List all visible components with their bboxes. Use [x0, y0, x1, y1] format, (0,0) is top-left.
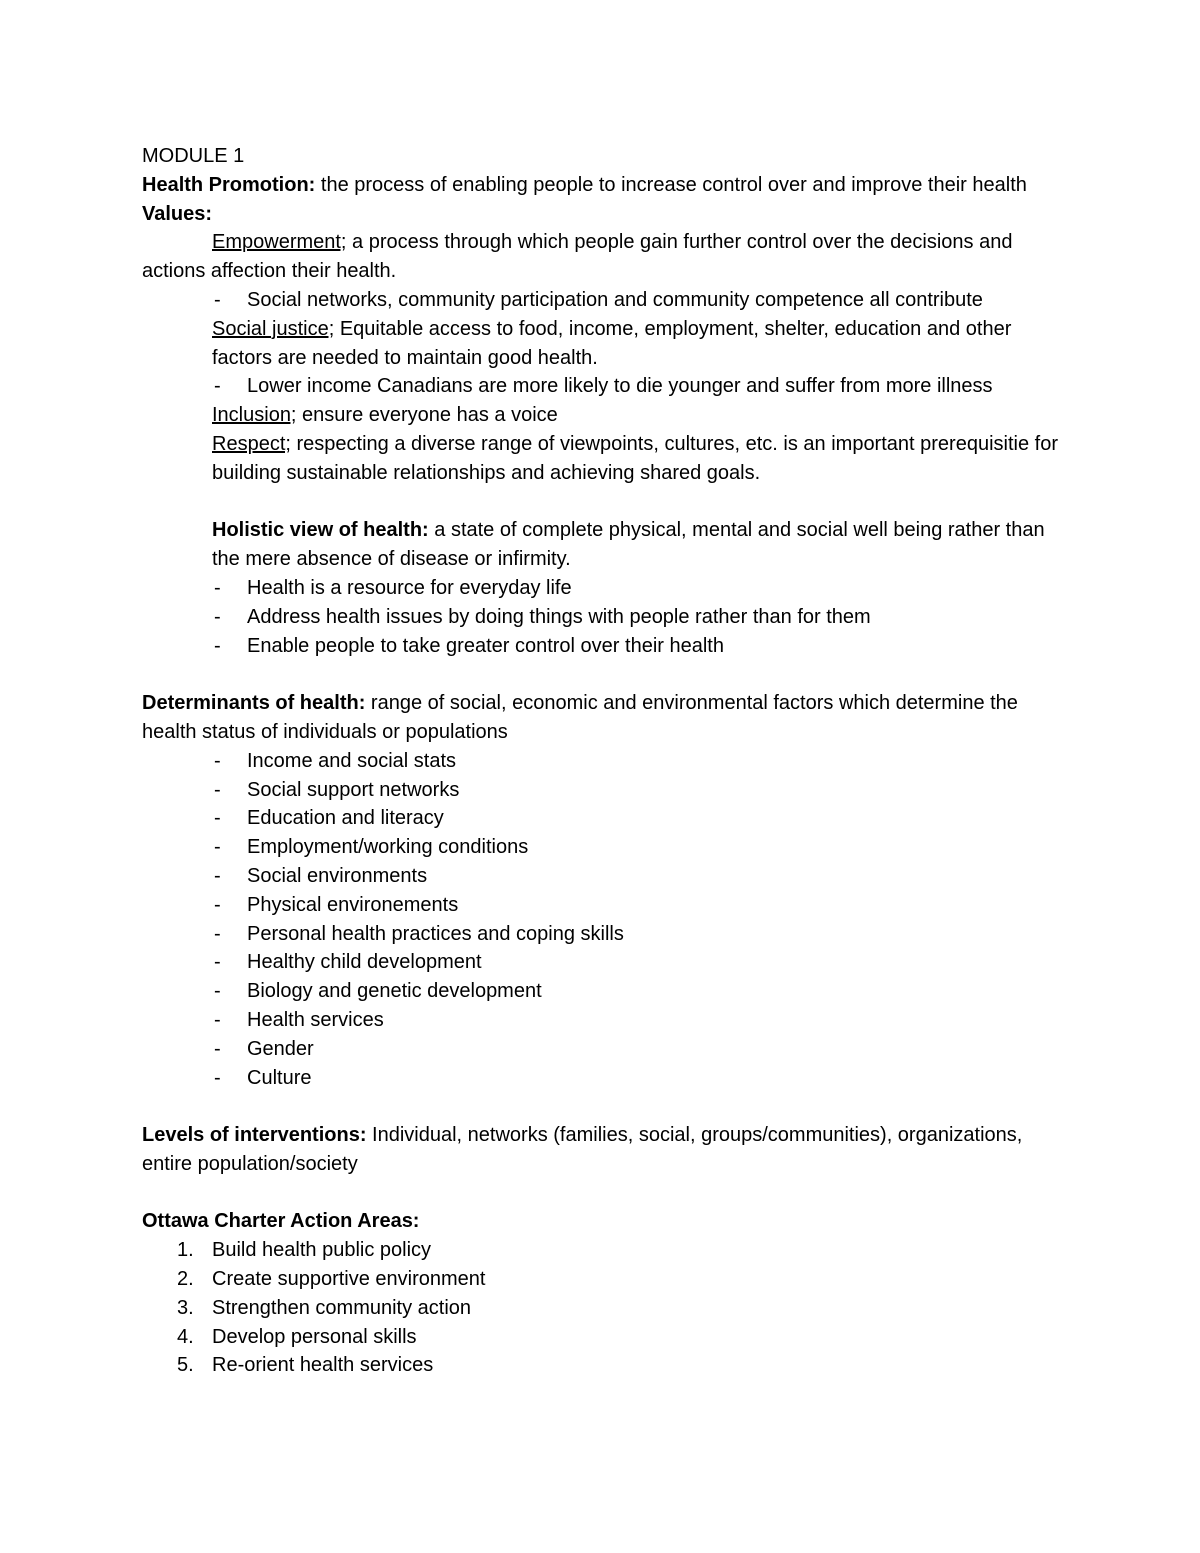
module-title: MODULE 1 — [142, 145, 245, 167]
determinants-term: Determinants of health: — [142, 692, 366, 715]
list-item-text: Health services — [247, 1008, 384, 1031]
holistic-text: a state of complete physical, mental and social well being rather than the mere absence of disease or infirmity. — [212, 519, 1045, 571]
empowerment-text: a process through which people gain further control over the decisions and actions affection their health. — [142, 231, 1013, 283]
inclusion-term: Inclusion; — [212, 404, 297, 427]
dash-marker: - — [214, 1037, 221, 1060]
list-number: 3. — [177, 1296, 194, 1319]
list-item — [212, 804, 1062, 833]
list-item-text: Health is a resource for everyday life — [247, 576, 572, 599]
list-item — [212, 603, 1062, 632]
spacer — [142, 488, 1062, 517]
list-number: 5. — [177, 1354, 194, 1377]
social-justice-definition — [142, 315, 1062, 373]
dash-marker: - — [214, 836, 221, 859]
spacer — [142, 660, 1062, 689]
empowerment-bullets — [142, 286, 1062, 315]
list-item — [212, 1006, 1062, 1035]
holistic-definition — [142, 516, 1062, 574]
list-item-text: Strengthen community action — [212, 1296, 472, 1319]
list-item-text: Social environments — [247, 864, 428, 887]
list-item — [177, 1351, 1062, 1380]
list-number: 2. — [177, 1268, 194, 1291]
list-item — [177, 1265, 1062, 1294]
dash-marker: - — [214, 980, 221, 1003]
list-item-text: Income and social stats — [247, 749, 456, 772]
dash-marker: - — [214, 778, 221, 801]
ottawa-heading-text: Ottawa Charter Action Areas: — [142, 1210, 420, 1233]
list-item-text: Lower income Canadians are more likely to die younger and suffer from more illness — [247, 375, 993, 398]
determinants-definition — [142, 689, 1062, 747]
list-item — [177, 1236, 1062, 1265]
respect-text: respecting a diverse range of viewpoints, cultures, etc. is an important prerequisitie for building sustainable relationships and achieving shared goals. — [212, 432, 1058, 484]
document-body — [142, 142, 1062, 1380]
list-item — [212, 632, 1062, 661]
list-item — [212, 776, 1062, 805]
dash-marker: - — [214, 893, 221, 916]
dash-marker: - — [214, 951, 221, 974]
dash-marker: - — [214, 864, 221, 887]
social-justice-text: Equitable access to food, income, employment, shelter, education and other factors are needed to maintain good health. — [212, 317, 1012, 369]
list-item-text: Biology and genetic development — [247, 980, 542, 1003]
holistic-bullets — [142, 574, 1062, 660]
dash-marker: - — [214, 288, 221, 311]
list-item — [212, 977, 1062, 1006]
list-item — [212, 286, 1062, 315]
health-promotion-definition — [142, 171, 1062, 200]
inclusion-text: ensure everyone has a voice — [296, 404, 558, 427]
dash-marker: - — [214, 1008, 221, 1031]
list-number: 4. — [177, 1325, 194, 1348]
health-promotion-text: the process of enabling people to increase control over and improve their health — [315, 173, 1027, 196]
list-number: 1. — [177, 1239, 194, 1262]
list-item — [212, 891, 1062, 920]
dash-marker: - — [214, 807, 221, 830]
list-item — [212, 372, 1062, 401]
dash-marker: - — [214, 922, 221, 945]
list-item — [212, 948, 1062, 977]
determinants-bullets — [142, 747, 1062, 1093]
empowerment-definition — [142, 228, 1062, 286]
respect-term: Respect; — [212, 432, 291, 455]
levels-term: Levels of interventions: — [142, 1124, 367, 1147]
list-item — [212, 1064, 1062, 1093]
list-item — [177, 1323, 1062, 1352]
levels-text: Individual, networks (families, social, groups/communities), organizations, entire population/society — [142, 1124, 1023, 1175]
list-item — [212, 747, 1062, 776]
list-item-text: Create supportive environment — [212, 1268, 486, 1291]
ottawa-list — [142, 1236, 1062, 1380]
spacer — [142, 1092, 1062, 1121]
dash-marker: - — [214, 375, 221, 398]
inclusion-definition — [142, 401, 1062, 430]
list-item-text: Education and literacy — [247, 807, 444, 830]
list-item-text: Culture — [247, 1066, 312, 1089]
list-item-text: Address health issues by doing things with people rather than for them — [247, 605, 871, 628]
dash-marker: - — [214, 749, 221, 772]
social-justice-bullets — [142, 372, 1062, 401]
empowerment-term: Empowerment; — [212, 231, 347, 254]
dash-marker: - — [214, 634, 221, 657]
list-item-text: Social support networks — [247, 778, 460, 801]
list-item-text: Gender — [247, 1037, 314, 1060]
list-item — [212, 574, 1062, 603]
list-item-text: Healthy child development — [247, 951, 482, 974]
list-item-text: Social networks, community participation and community competence all contribute — [247, 288, 983, 311]
health-promotion-term: Health Promotion: — [142, 173, 316, 196]
list-item — [212, 833, 1062, 862]
list-item-text: Personal health practices and coping skills — [247, 922, 624, 945]
spacer — [142, 1179, 1062, 1208]
list-item — [212, 920, 1062, 949]
ottawa-heading — [142, 1207, 1062, 1236]
list-item — [212, 862, 1062, 891]
respect-definition — [142, 430, 1062, 488]
social-justice-term: Social justice; — [212, 317, 335, 340]
dash-marker: - — [214, 1066, 221, 1089]
levels-definition — [142, 1121, 1062, 1179]
values-heading-text: Values: — [142, 202, 213, 225]
list-item-text: Build health public policy — [212, 1239, 432, 1262]
list-item — [177, 1294, 1062, 1323]
list-item — [212, 1035, 1062, 1064]
list-item-text: Employment/working conditions — [247, 836, 529, 859]
list-item-text: Re-orient health services — [212, 1354, 434, 1377]
dash-marker: - — [214, 576, 221, 599]
dash-marker: - — [214, 605, 221, 628]
list-item-text: Physical environements — [247, 893, 459, 916]
holistic-term: Holistic view of health: — [212, 519, 429, 542]
list-item-text: Enable people to take greater control over their health — [247, 634, 724, 657]
determinants-text: range of social, economic and environmental factors which determine the health status of individuals or populations — [142, 692, 1018, 743]
values-heading — [142, 200, 1062, 229]
list-item-text: Develop personal skills — [212, 1325, 417, 1348]
